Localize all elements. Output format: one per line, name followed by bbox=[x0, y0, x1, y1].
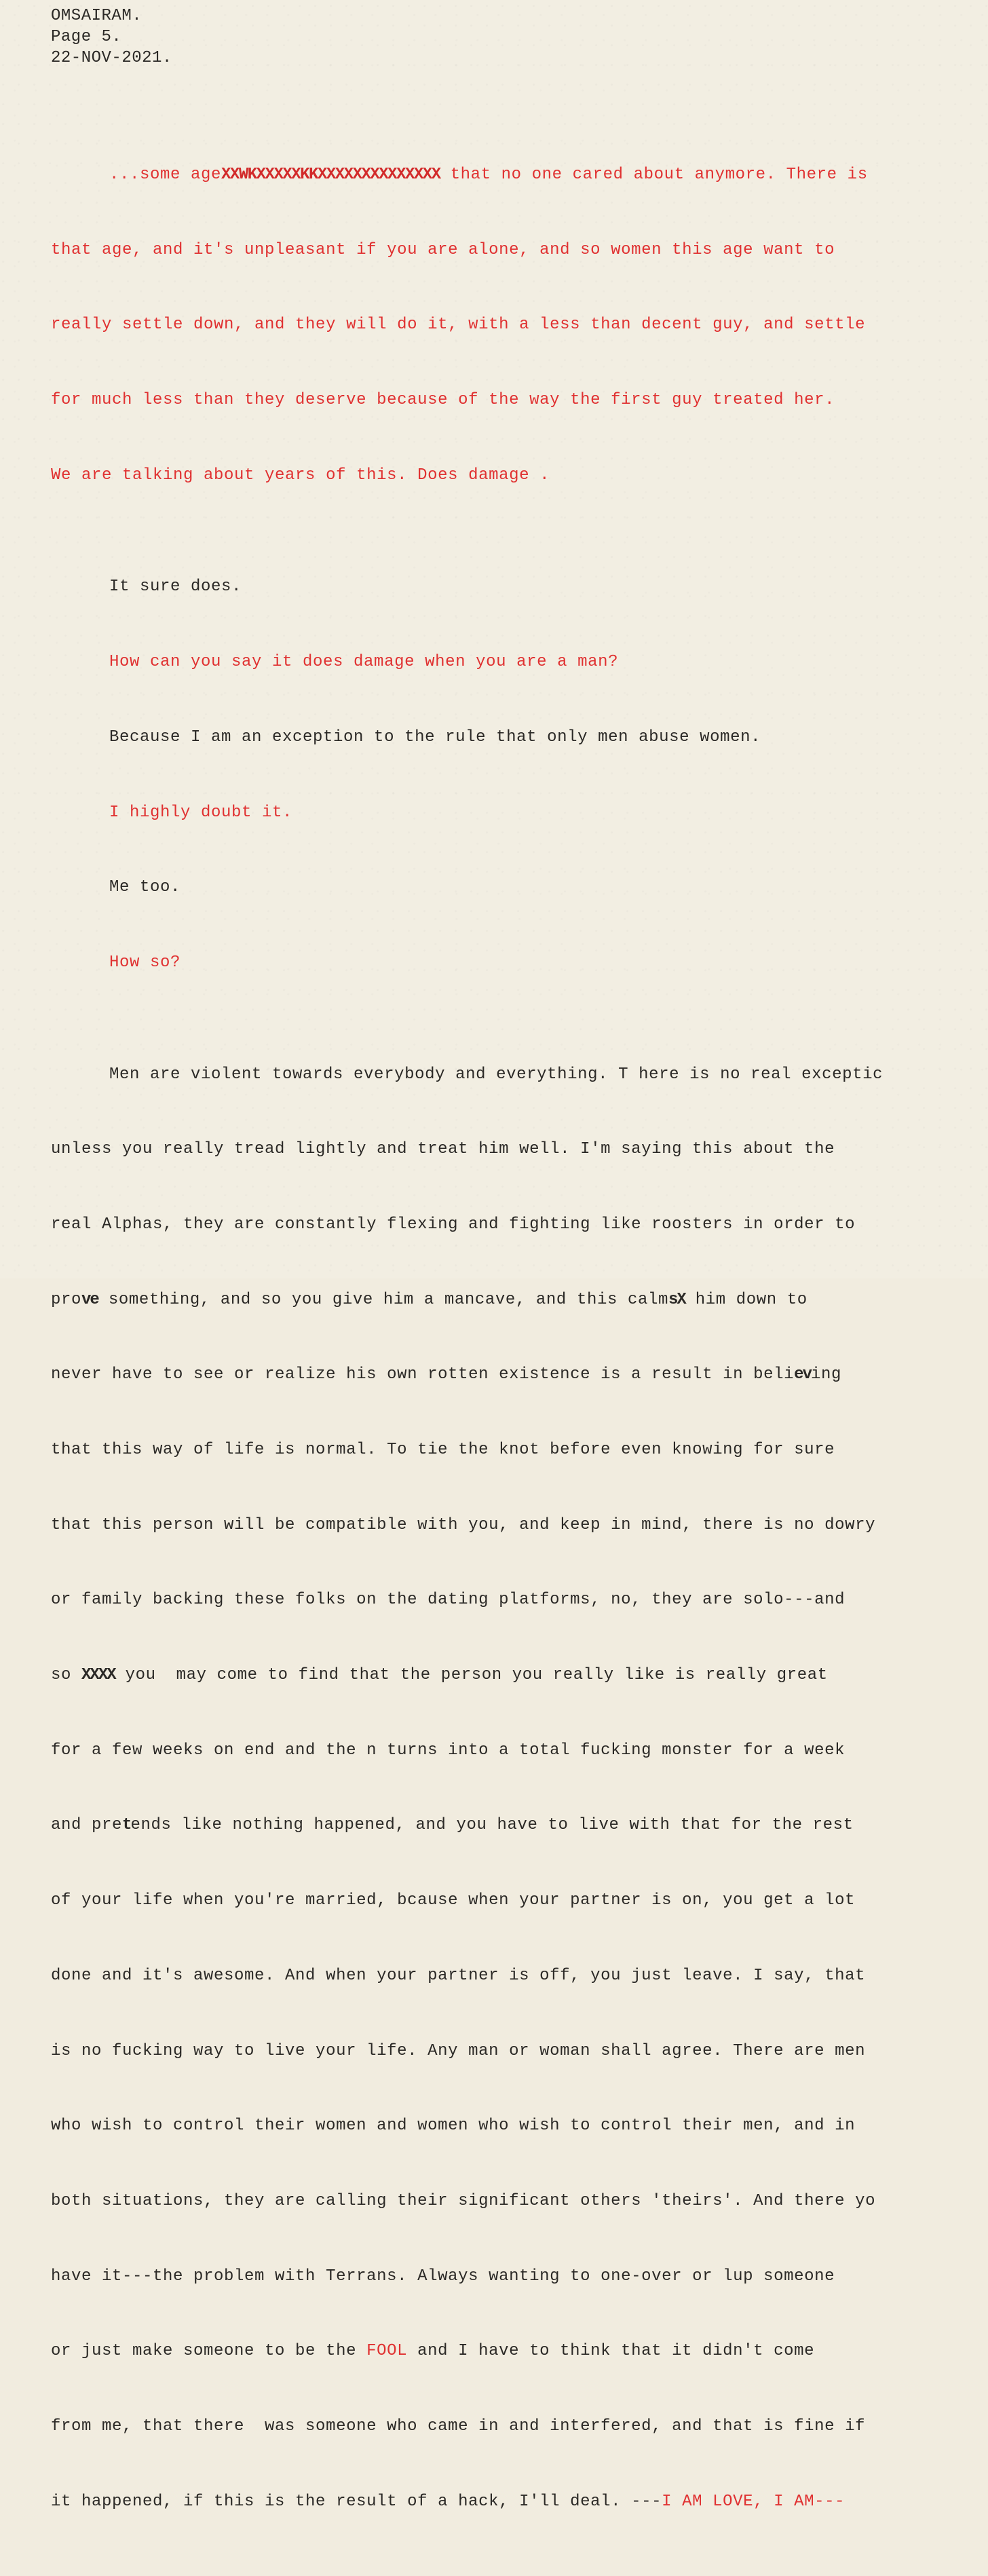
text-line: that this way of life is normal. To tie the knot before even knowing for sure bbox=[51, 1441, 835, 1459]
emphasized-word: FOOL bbox=[366, 2342, 408, 2361]
dialogue-line: Because I am an exception to the rule that only men abuse women. bbox=[109, 727, 761, 746]
text-fragment: and I have to think that it didn't come bbox=[407, 2342, 815, 2361]
text-line bbox=[51, 1356, 988, 1395]
closing-phrase: I AM LOVE, I AM--- bbox=[662, 2492, 846, 2511]
overtyped-text: sX bbox=[668, 1290, 685, 1309]
text-fragment: pro bbox=[51, 1290, 82, 1309]
text-line: unless you really tread lightly and treat him well. I'm saying this about the bbox=[51, 1140, 835, 1159]
text-line bbox=[51, 2483, 988, 2522]
page-header bbox=[51, 5, 172, 69]
text-line: for a few weeks on end and the n turns into a total fucking monster for a week bbox=[51, 1741, 846, 1760]
text-line: done and it's awesome. And when your partner is off, you just leave. I say, that bbox=[51, 1966, 866, 1985]
text-fragment: it happened, if this is the result of a hack, I'll deal. --- bbox=[51, 2492, 662, 2511]
text-fragment: ends like nothing happened, and you have to live with that for the rest bbox=[130, 1816, 854, 1835]
text-fragment: or just make someone to be the bbox=[51, 2342, 367, 2361]
header-title: OMSAIRAM. bbox=[51, 7, 142, 25]
text-line bbox=[51, 2332, 988, 2371]
text-line: or family backing these folks on the dating platforms, no, they are solo---and bbox=[51, 1591, 846, 1610]
dialogue-line: I highly doubt it. bbox=[109, 803, 293, 822]
text-line: who wish to control their women and women who wish to control their men, and in bbox=[51, 2117, 856, 2136]
text-line bbox=[51, 1806, 988, 1845]
text-fragment: that no one cared about anymore. There is bbox=[440, 166, 868, 184]
text-line: both situations, they are calling their significant others 'theirs'. And there yo bbox=[51, 2191, 876, 2210]
page-body bbox=[51, 83, 988, 2576]
text-line: that this person will be compatible with you, and keep in mind, there is no dowry bbox=[51, 1515, 876, 1534]
struck-out-text: XXWKXXXXXKKXXXXXXXXXXXXXX bbox=[221, 166, 440, 184]
text-line: of your life when you're married, bcause when your partner is on, you get a lot bbox=[51, 1891, 856, 1910]
text-line bbox=[51, 1656, 988, 1695]
text-line bbox=[51, 1281, 988, 1320]
text-fragment: ing bbox=[810, 1365, 841, 1384]
text-line: really settle down, and they will do it, with a less than decent guy, and settle bbox=[51, 316, 866, 335]
text-fragment: something, and so you give him a mancave, and this calm bbox=[98, 1290, 668, 1309]
overtyped-text: ev bbox=[794, 1365, 811, 1384]
text-line: We are talking about years of this. Does damage . bbox=[51, 466, 550, 485]
dialogue-line: It sure does. bbox=[109, 577, 242, 596]
dialogue-line: How can you say it does damage when you are a man? bbox=[109, 653, 619, 672]
text-fragment: him down to bbox=[685, 1290, 808, 1309]
dialogue-line: How so? bbox=[109, 953, 181, 972]
dialogue-line: Me too. bbox=[109, 878, 181, 897]
text-line bbox=[51, 156, 988, 195]
text-fragment: never have to see or realize his own rotten existence is a result in beli bbox=[51, 1365, 795, 1384]
overtyped-text: t bbox=[122, 1816, 131, 1835]
text-line: real Alphas, they are constantly flexing and fighting like roosters in order to bbox=[51, 1215, 856, 1234]
header-page-number: Page 5. bbox=[51, 28, 122, 46]
overtyped-text: ve bbox=[81, 1290, 98, 1309]
text-line: have it---the problem with Terrans. Always wanting to one-over or lup someone bbox=[51, 2267, 835, 2286]
text-line: for much less than they deserve because of the way the first guy treated her. bbox=[51, 391, 835, 410]
text-line: that age, and it's unpleasant if you are alone, and so women this age want to bbox=[51, 240, 835, 259]
text-line: is no fucking way to live your life. Any man or woman shall agree. There are men bbox=[51, 2041, 866, 2060]
text-line: Men are violent towards everybody and everything. T here is no real exceptic bbox=[109, 1065, 884, 1084]
struck-out-text: XXXX bbox=[81, 1666, 115, 1685]
text-fragment: ...some age bbox=[109, 166, 222, 184]
text-line: from me, that there was someone who came in and interfered, and that is fine if bbox=[51, 2417, 866, 2436]
text-fragment: so bbox=[51, 1666, 82, 1685]
text-fragment: and pre bbox=[51, 1816, 123, 1835]
text-fragment: you may come to find that the person you really like is really great bbox=[115, 1666, 828, 1685]
header-date: 22-NOV-2021. bbox=[51, 49, 172, 67]
